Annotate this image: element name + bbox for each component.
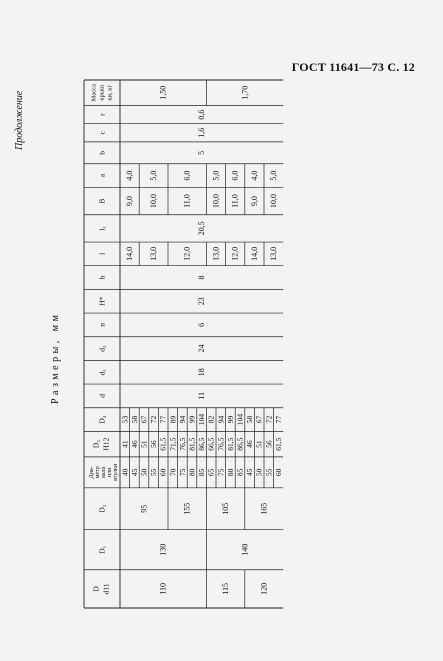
header-h: h [97,275,107,280]
dia-value: 75 [177,468,187,477]
dia-value: 70 [168,468,178,477]
l-value: 13,0 [211,246,221,261]
D4-value: 89 [168,415,178,424]
header-l: l [97,252,107,255]
D3-value: 76,5 [216,437,226,451]
header-D1: D₁ [97,545,107,554]
b-value: 5 [197,150,207,155]
D4-value: 58 [245,415,255,424]
D4-value: 67 [254,415,264,424]
header-H: H* [97,296,107,306]
B-value: 10,0 [269,194,279,209]
a-value: 4,0 [249,170,259,181]
D3-value: 56 [264,440,274,448]
D3-value: 61,5 [273,437,283,451]
header-D: d11 [101,583,111,595]
dia-value: 45 [245,468,255,477]
l-value: 13,0 [269,246,279,261]
D3-value: 76,5 [177,437,187,451]
D4-value: 104 [235,413,245,426]
D3-value: 61,5 [158,437,168,451]
header-n: n [97,323,107,327]
document-header: ГОСТ 11641—73 С. 12 [291,60,415,74]
dia-value: 40 [120,468,130,477]
D3-value: 51 [139,440,149,448]
D3-value: 71,5 [168,437,178,451]
header-d2: d₂ [97,345,107,352]
a-value: 6,0 [230,170,240,181]
dia-value: 80 [187,468,197,477]
D2-value: 155 [182,502,192,515]
D3-value: 86,5 [235,437,245,451]
D4-value: 53 [120,415,130,424]
h-value: 8 [197,275,207,280]
header-dia: Диа- [89,466,95,479]
D1-value: 140 [240,543,250,556]
a-value: 6,0 [182,170,192,181]
D-value: 115 [221,583,231,595]
dia-value: 60 [273,468,283,477]
D4-value: 72 [149,415,159,424]
sizes-title-text: Размеры, мм [50,311,61,404]
D-value: 120 [259,582,269,595]
l1-value: 20,5 [197,221,207,236]
r-value: 0,6 [197,109,207,120]
D3-value: 86,5 [197,437,207,451]
D4-value: 99 [187,415,197,424]
dia-value: 50 [254,468,264,477]
header-D: D [91,586,101,592]
c-value: 1,6 [197,127,207,138]
D3-value: 41 [120,440,130,448]
header-D4: D₄ [97,415,107,424]
D4-value: 77 [158,415,168,424]
a-value: 5,0 [269,170,279,181]
dia-value: 85 [197,468,207,477]
dia-value: 60 [158,468,168,477]
mass-value: 1,70 [240,85,250,100]
B-value: 10,0 [211,194,221,209]
dia-value: 55 [149,468,159,477]
header-r: r [97,113,107,116]
B-value: 10,0 [149,194,159,209]
a-value: 4,0 [125,170,135,181]
header-c: c [97,131,107,135]
dia-value: 50 [139,468,149,477]
dia-value: 80 [225,468,235,477]
l-value: 12,0 [182,246,192,261]
D3-value: 81,5 [225,437,235,451]
header-l1: l₁ [97,226,107,231]
D4-value: 58 [129,415,139,424]
D3-value: 81,5 [187,437,197,451]
B-value: 11,0 [182,194,192,208]
H-value: 23 [197,297,207,306]
D4-value: 94 [216,415,226,424]
D4-value: 94 [177,415,187,424]
D2-value: 105 [221,502,231,515]
header-b: b [97,150,107,155]
l-value: 14,0 [249,246,259,261]
D3-value: 46 [129,440,139,448]
header-dia: метр [95,466,101,479]
continuation-text: Продолжение [14,90,25,150]
header-d1: d₁ [97,369,107,376]
header-dia: или [107,467,113,478]
D1-value: 130 [158,543,168,556]
d2-value: 24 [197,344,207,353]
a-value: 5,0 [211,170,221,181]
l-value: 14,0 [125,246,135,261]
dia-value: 75 [216,468,226,477]
header-mass: ки, кг [106,84,114,101]
D4-value: 104 [197,413,207,426]
B-value: 9,0 [125,196,135,207]
header-mass: крыш [98,84,106,101]
n-value: 6 [197,322,207,327]
a-value: 5,0 [149,170,159,181]
header-dia: втулки [113,463,119,481]
header-D3: H12 [101,437,111,451]
header-D3: D₃ [91,440,101,449]
D3-value: 51 [254,440,264,448]
D3-value: 56 [149,440,159,448]
D3-value: 46 [245,440,255,448]
dia-value: 55 [264,468,274,477]
header-D2: D₂ [97,504,107,513]
D3-value: 66,5 [206,437,216,451]
d1-value: 18 [197,368,207,377]
header-dia: вала [101,466,107,478]
D4-value: 72 [264,415,274,424]
D-value: 110 [158,583,168,595]
B-value: 11,0 [230,194,240,208]
dia-value: 45 [129,468,139,477]
D4-value: 67 [139,415,149,424]
header-mass: Масса [90,84,98,102]
header-a: a [97,173,107,178]
B-value: 9,0 [249,196,259,207]
header-d: d [97,394,107,398]
d-value: 11 [197,392,207,400]
header-B: B [97,198,107,204]
D4-value: 82 [206,415,216,424]
D2-value: 165 [259,502,269,515]
l-value: 12,0 [230,246,240,261]
dia-value: 65 [206,468,216,477]
dia-value: 85 [235,468,245,477]
D4-value: 77 [273,415,283,424]
l-value: 13,0 [149,246,159,261]
D4-value: 99 [225,415,235,424]
mass-value: 1,50 [158,85,168,100]
D2-value: 95 [139,504,149,513]
